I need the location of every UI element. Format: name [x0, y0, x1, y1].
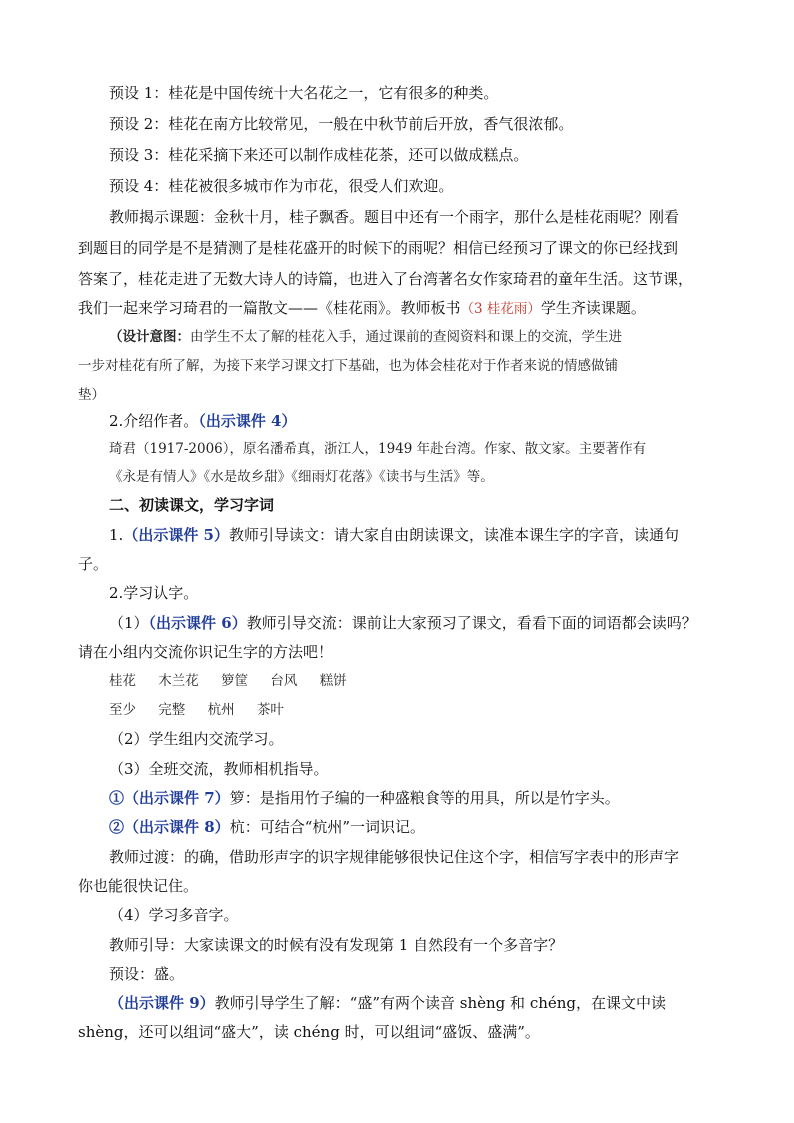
text-span: 1.: [109, 526, 124, 544]
word-item: 至少: [109, 702, 136, 718]
text-line: 2.学习认字。: [109, 584, 199, 602]
text-line: 《永是有情人》《水是故乡甜》《细雨灯花落》《读书与生活》等。: [109, 469, 494, 485]
text-line: [109, 524, 679, 546]
slide-ref: （出示课件 7）: [124, 789, 230, 807]
text-span: （1）: [109, 614, 149, 632]
text-line: 预设 2：桂花在南方比较常见，一般在中秋节前后开放，香气很浓郁。: [109, 115, 574, 133]
text-span: 2.介绍作者。: [109, 412, 199, 430]
text-line: 预设 1：桂花是中国传统十大名花之一，它有很多的种类。: [109, 84, 499, 102]
slide-ref: （出示课件 9）: [109, 994, 215, 1012]
word-item: 杭州: [207, 702, 235, 718]
text-line: 请在小组内交流你识记生字的方法吧！: [78, 643, 334, 661]
text-line: 预设 3：桂花采摘下来还可以制作成桂花茶，还可以做成糕点。: [109, 146, 529, 164]
text-line: [78, 297, 646, 320]
word-list-row-1: [109, 670, 365, 692]
text-line: 到题目的同学是不是猜测了是桂花盛开的时候下的雨呢？相信已经预习了课文的你已经找到: [78, 239, 679, 257]
text-span: 由学生不太了解的桂花入手，通过课前的查阅资料和课上的交流，学生进: [190, 329, 622, 345]
word-item: 糕饼: [319, 673, 347, 689]
circled-number: ①: [109, 789, 125, 807]
text-line: [109, 787, 620, 809]
text-line: （2）学生组内交流学习。: [109, 730, 284, 748]
text-line: 答案了，桂花走进了无数大诗人的诗篇，也进入了台湾著名女作家琦君的童年生活。这节课，: [78, 270, 694, 288]
text-span: 我们一起来学习琦君的一篇散文——《桂花雨》。教师板书: [78, 299, 461, 317]
text-line: [109, 816, 425, 838]
text-line: 垫）: [78, 387, 105, 403]
word-item: 茶叶: [256, 702, 284, 718]
text-span: 教师引导学生了解：“盛”有两个读音 shèng 和 chéng，在课文中读: [214, 994, 667, 1012]
text-line: 教师引导：大家读课文的时候有没有发现第 1 自然段有一个多音字？: [109, 936, 564, 954]
text-span: 教师引导读文：请大家自由朗读课文，读准本课生字的字音，读通句: [228, 526, 679, 544]
text-line: [109, 992, 666, 1014]
slide-ref: （出示课件 4）: [198, 412, 297, 430]
circled-number: ②: [109, 818, 125, 836]
text-line: 教师过渡：的确，借助形声字的识字规律能够很快记住这个字，相信写字表中的形声字: [109, 848, 680, 866]
design-intent: [109, 326, 622, 348]
text-line: 子。: [78, 555, 109, 573]
word-item: 完整: [158, 702, 186, 718]
word-item: 台风: [270, 673, 298, 689]
text-line: 一步对桂花有所了解，为接下来学习课文打下基础，也为体会桂花对于作者来说的情感做铺: [78, 358, 618, 374]
board-note: （3 桂花雨）: [460, 301, 541, 317]
text-line: （3）全班交流，教师相机指导。: [109, 760, 329, 778]
text-span: 学生齐读课题。: [540, 299, 646, 317]
word-item: 桂花: [109, 673, 136, 689]
text-line: 预设 4：桂花被很多城市作为市花，很受人们欢迎。: [109, 177, 454, 195]
slide-ref: （出示课件 5）: [123, 526, 229, 544]
text-line: （4）学习多音字。: [109, 906, 239, 924]
word-item: 箩筐: [221, 673, 249, 689]
text-line: shèng，还可以组词“盛大”，读 chéng 时，可以组词“盛饭、盛满”。: [78, 1023, 540, 1041]
word-item: 木兰花: [158, 673, 199, 689]
text-line: [109, 612, 697, 634]
slide-ref: （出示课件 6）: [148, 614, 247, 632]
text-line: 预设：盛。: [109, 965, 185, 983]
design-intent-label: （设计意图：: [109, 329, 190, 345]
text-line: 琦君（1917-2006），原名潘希真，浙江人，1949 年赴台湾。作家、散文家。主要著作有: [109, 441, 647, 457]
word-list-row-2: [109, 699, 302, 721]
text-span: 箩：是指用竹子编的一种盛粮食等的用具，所以是竹字头。: [229, 789, 620, 807]
text-span: 杭：可结合“杭州”一词识记。: [229, 818, 426, 836]
slide-ref: （出示课件 8）: [124, 818, 230, 836]
text-line: [109, 410, 296, 432]
text-line: 教师揭示课题：金秋十月，桂子飘香。题目中还有一个雨字，那什么是桂花雨呢？刚看: [109, 208, 680, 226]
section-heading: 二、初读课文，学习字词: [109, 496, 275, 514]
text-span: 教师引导交流：课前让大家预习了课文，看看下面的词语都会读吗？: [246, 614, 697, 632]
text-line: 你也能很快记住。: [78, 877, 199, 895]
